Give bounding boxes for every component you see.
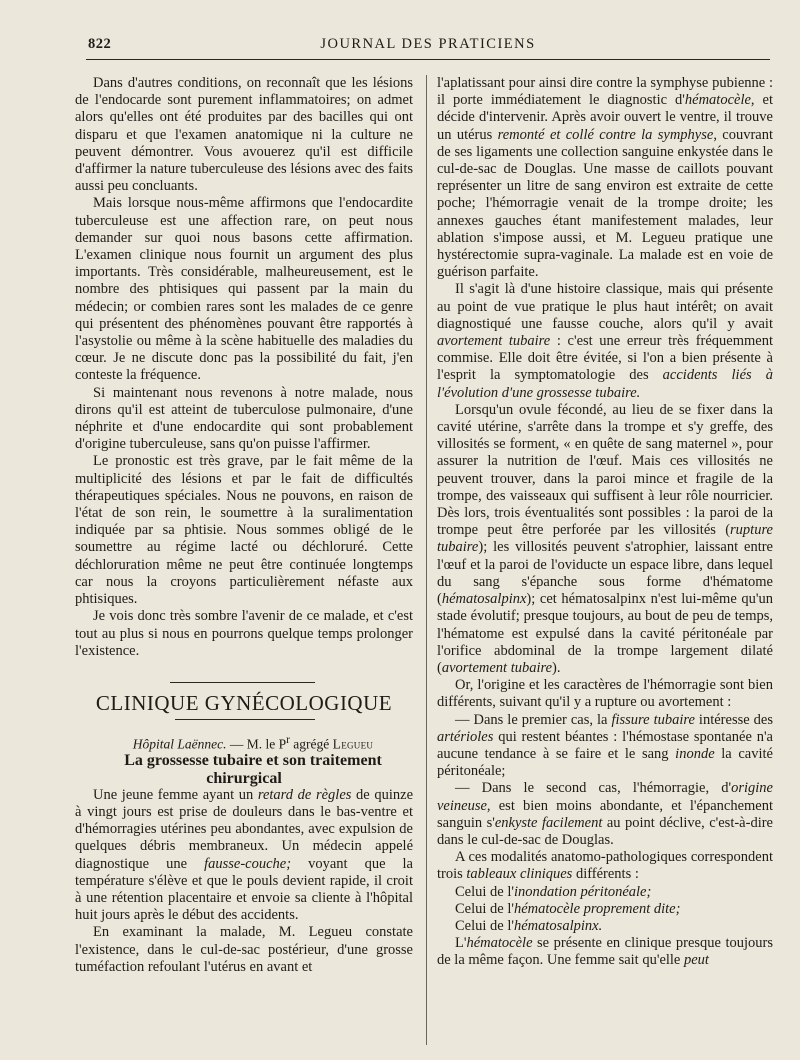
list-item: Celui de l'hématosalpinx. — [455, 917, 603, 934]
list-item: Celui de l'inondation péritonéale; — [455, 883, 652, 900]
paragraph: Or, l'origine et les caractères de l'hémorragie sont bien différents, suivant qu'il y a rupture ou avortement : — [437, 677, 773, 711]
column-divider — [426, 75, 427, 1045]
paragraph: Dans d'autres conditions, on reconnaît que les lésions de l'endocarde sont purement inflammatoires; on admet alors qu'elles ont été produites par des bacilles qui ont disparu et que l'examen anatomique ni la culture ne peuvent démontrer. Vous avouerez qu'il est difficile d'affirmer la nature tuberculeuse des lésions avec des faits aussi peu concluants. — [75, 75, 413, 195]
byline-author: Legueu — [332, 736, 374, 752]
page-number: 822 — [88, 36, 112, 52]
byline-sup: r — [286, 733, 290, 746]
paragraph: Le pronostic est très grave, par le fait même de la multiplicité des lésions et par le fait de difficultés thérapeutiques spéciales. Nous ne pouvons, en raison de l'état de son rein, le soumettre à la suralimentation indiquée par sa phtisie. Nous sommes obligé de le soumettre au régime lacté ou déchloruré. Cette déchloruration même ne peut être continuée longtemps car nous la croyons particulièrement néfaste aux phtisiques. — [75, 453, 413, 608]
paragraph: Si maintenant nous revenons à notre malade, nous dirons qu'il est atteint de tuberculose pulmonaire, d'une néphrite et d'une endocardite qui sont probablement d'origine tuberculeuse, sans qu'on puisse l'affirmer. — [75, 384, 413, 453]
byline — [75, 732, 413, 753]
journal-title: JOURNAL DES PRATICIENS — [320, 36, 536, 52]
page-header — [86, 32, 770, 62]
section-rule-bottom — [175, 719, 315, 720]
article-title: La grossesse tubaire et son traitement chirurgical — [124, 752, 382, 787]
byline-text: — M. le P — [226, 736, 287, 752]
paragraph: Je vois donc très sombre l'avenir de ce malade, et c'est tout au plus si nous en pourrons quelque temps prolonger l'existence. — [75, 608, 413, 659]
paragraph: — Dans le second cas, l'hémorragie, d'origine veineuse, est bien moins abondante, et l'épanchement sanguin s'enkyste facilement au point déclive, c'est-à-dire dans le cul-de-sac de Douglas. — [437, 780, 773, 848]
paragraph: A ces modalités anatomo-pathologiques correspondent trois tableaux cliniques différents : — [437, 849, 773, 883]
paragraph: Lorsqu'un ovule fécondé, au lieu de se fixer dans la cavité utérine, s'arrête dans la trompe et s'y greffe, des villosités se forment, « en quête de sang maternel », pour assurer la nutrition de l'œuf. Mais ces villosités ne peuvent trouver, dans la paroi mince et fragile de la trompe, des vaisseaux qui suffisent à leur rôle nourricier. Dès lors, trois éventualités sont possibles : la paroi de la trompe peut être perforée par les villosités (rupture tubaire); les villosités peuvent s'atrophier, laissant entre l'œuf et la paroi de l'oviducte un espace libre, dans lequel du sang s'épanche sous forme d'hématome (hématosalpinx); cet hématosalpinx n'est lui-même qu'un stade évolutif; presque toujours, au bout de peu de temps, l'hématome est expulsé dans la cavité péritonéale par l'orifice abdominal de la trompe largement dilaté (avortement tubaire). — [437, 401, 773, 676]
byline-hospital: Hôpital Laënnec. — [132, 736, 227, 752]
right-column — [437, 75, 773, 970]
paragraph: En examinant la malade, M. Legueu constate l'existence, dans le cul-de-sac postérieur, d'une grosse tuméfaction refoulant l'utérus en avant et — [75, 924, 413, 975]
section-title: CLINIQUE GYNÉCOLOGIQUE — [95, 691, 393, 716]
paragraph: l'aplatissant pour ainsi dire contre la symphyse pubienne : il porte immédiatement le diagnostic d'hématocèle, et décide d'intervenir. Après avoir ouvert le ventre, il trouve un utérus remonté et collé contre la symphyse, couvrant de ses ligaments une collection sanguine enkystée dans le cul-de-sac de Douglas. Une masse de caillots pouvant représenter un litre de sang environ est extraite de cette poche; l'hémorragie venait de la trompe droite; les annexes gauches étant manifestement malades, leur ablation s'impose aussi, et M. Legueu pratique une hystérectomie supra-vaginale. La malade est en voie de guérison parfaite. — [437, 75, 774, 281]
paragraph: Il s'agit là d'une histoire classique, mais qui présente au point de vue pratique le plus haut intérêt; on avait diagnostiqué une fausse couche, alors qu'il y avait avortement tubaire : c'est une erreur très fréquemment commise. Elle doit être évitée, si l'on a bien présente à l'esprit la symptomatologie des accidents liés à l'évolution d'une grossesse tubaire. — [437, 281, 773, 401]
paragraph: L'hématocèle se présente en clinique presque toujours de la même façon. Une femme sait qu'elle peut — [437, 935, 773, 969]
paragraph: Une jeune femme ayant un retard de règles de quinze à vingt jours est prise de douleurs dans le bas-ventre et d'hémorragies utérines peu abondantes, avec expulsion de quelques débris membraneux. Un médecin appelé diagnostique une fausse-couche; voyant que la température s'élève et que le pouls devient rapide, il croit à une rétention placentaire et envoie sa cliente à l'hôpital huit jours après le début des accidents. — [75, 786, 414, 924]
paragraph: — Dans le premier cas, la fissure tubaire intéresse des artérioles qui restent béantes : l'hémostase spontanée n'a aucune tendance à se faire et le sang inonde la cavité péritonéale; — [437, 711, 773, 780]
list-item: Celui de l'hématocèle proprement dite; — [455, 900, 681, 917]
section-rule-top — [170, 682, 315, 684]
header-rule — [86, 59, 770, 60]
paragraph: Mais lorsque nous-même affirmons que l'endocardite tuberculeuse est une affection rare, on peut nous demander sur quoi nous basons cette affirmation. L'examen clinique nous fournit un argument des plus importants. Très considérable, malheureusement, est le nombre des phtisiques qui passent par la main du médecin; or combien rares sont les malades de ce genre qui présentent des phénomènes pouvant être rapportés à l'asystolie ou même à la scène habituelle des maladies du cœur. Je ne discute donc pas la possibilité du fait, j'en conteste la fréquence. — [75, 195, 413, 384]
left-column — [75, 75, 413, 976]
byline-text-2: agrégé — [289, 736, 333, 752]
